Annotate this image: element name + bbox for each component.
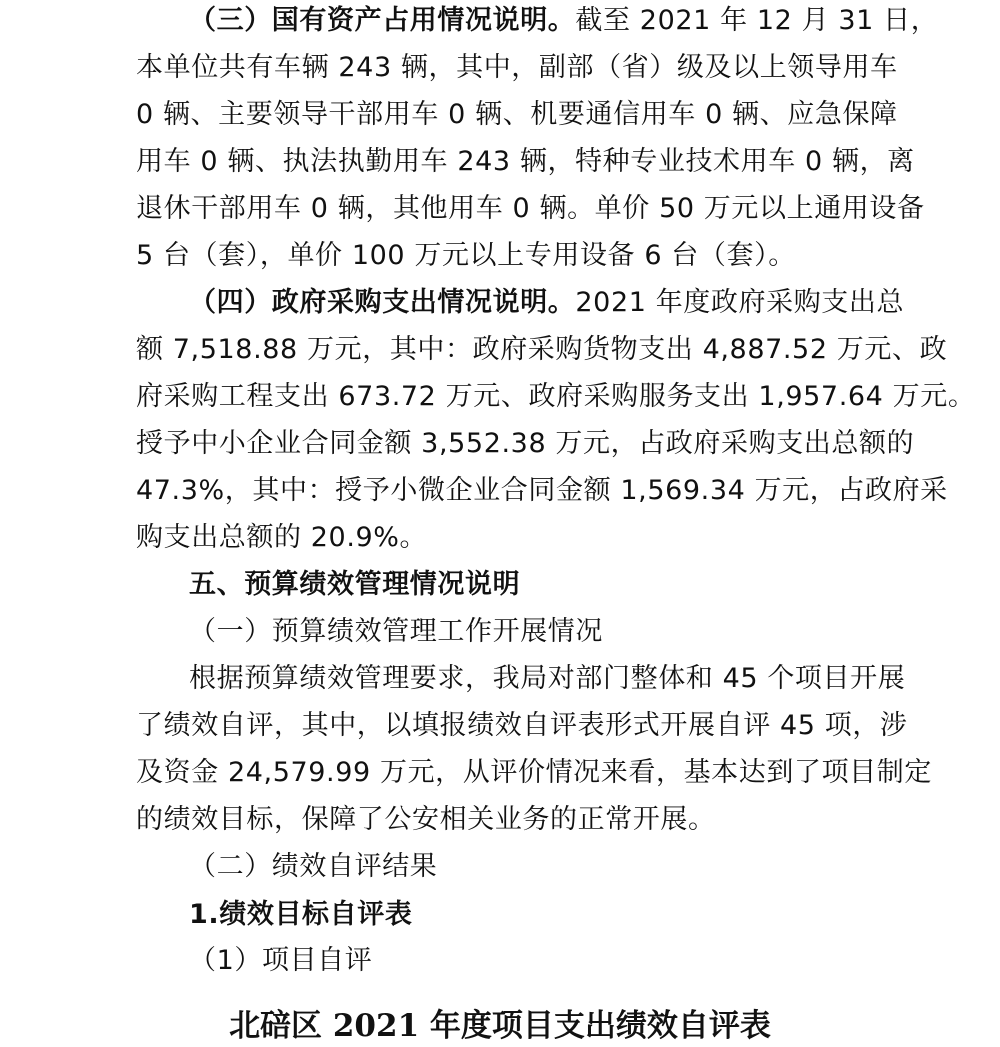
paragraph-line: 购支出总额的 20.9%。: [136, 522, 428, 553]
section-heading: （三）国有资产占用情况说明。: [189, 5, 576, 36]
paragraph-line: 本单位共有车辆 243 辆，其中，副部（省）级及以上领导用车: [136, 52, 898, 83]
paragraph-line: 额 7,518.88 万元，其中：政府采购货物支出 4,887.52 万元、政: [136, 334, 948, 365]
paragraph-line: 47.3%，其中：授予小微企业合同金额 1,569.34 万元，占政府采: [136, 475, 948, 506]
chapter-heading: 五、预算绩效管理情况说明: [189, 569, 521, 600]
section-heading: （四）政府采购支出情况说明。: [189, 287, 576, 318]
paragraph-line: 了绩效自评，其中，以填报绩效自评表形式开展自评 45 项，涉: [136, 710, 908, 741]
paragraph-line: 0 辆、主要领导干部用车 0 辆、机要通信用车 0 辆、应急保障: [136, 99, 898, 130]
paragraph-line: 及资金 24,579.99 万元，从评价情况来看，基本达到了项目制定: [136, 757, 932, 788]
paragraph-line: 的绩效目标，保障了公安相关业务的正常开展。: [136, 804, 716, 835]
paragraph-line: 用车 0 辆、执法执勤用车 243 辆，特种专业技术用车 0 辆，离: [136, 146, 915, 177]
paragraph-line: 5 台（套），单价 100 万元以上专用设备 6 台（套）。: [136, 240, 796, 271]
subsection-heading: （二）绩效自评结果: [189, 851, 438, 882]
subitem-heading: （1）项目自评: [189, 945, 373, 976]
paragraph-line: 退休干部用车 0 辆，其他用车 0 辆。单价 50 万元以上通用设备: [136, 193, 925, 224]
paragraph-line: 根据预算绩效管理要求，我局对部门整体和 45 个项目开展: [189, 663, 906, 694]
table-title: 北碚区 2021 年度项目支出绩效自评表: [229, 1008, 771, 1044]
paragraph-line: 府采购工程支出 673.72 万元、政府采购服务支出 1,957.64 万元。: [136, 381, 976, 412]
item-heading: 1.绩效目标自评表: [189, 899, 413, 930]
paragraph-line: 授予中小企业合同金额 3,552.38 万元，占政府采购支出总额的: [136, 428, 915, 459]
paragraph-line: （四）政府采购支出情况说明。2021 年度政府采购支出总: [189, 287, 905, 318]
paragraph-line: （三）国有资产占用情况说明。截至 2021 年 12 月 31 日，: [189, 5, 939, 36]
subsection-heading: （一）预算绩效管理工作开展情况: [189, 616, 603, 647]
